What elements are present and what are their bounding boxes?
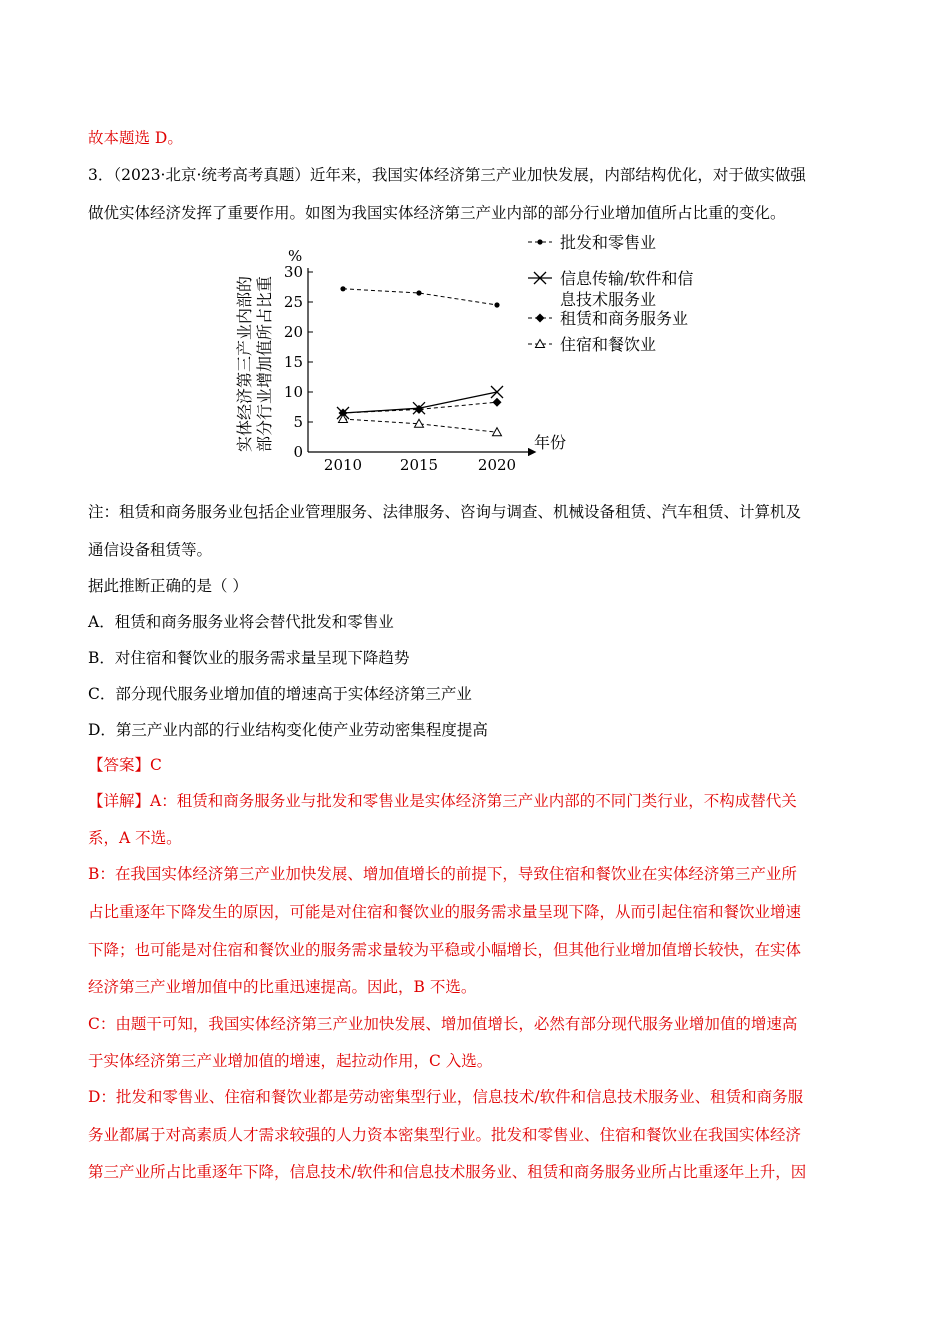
- explanation-line-9: D：批发和零售业、住宿和餐饮业都是劳动密集型行业，信息技术/软件和信息技术服务业、租赁和商务服: [88, 1088, 804, 1106]
- explanation-line-6: 经济第三产业增加值中的比重迅速提高。因此，B 不选。: [88, 978, 477, 996]
- explanation-line-3: B：在我国实体经济第三产业加快发展、增加值增长的前提下，导致住宿和餐饮业在实体经济第三产业所: [88, 865, 797, 883]
- x-ticks: [324, 456, 516, 474]
- question-prompt: 据此推断正确的是（ ）: [88, 577, 248, 595]
- explanation-line-4: 占比重逐年下降发生的原因，可能是对住宿和餐饮业的服务需求量呈现下降，从而引起住宿和餐饮业增速: [88, 903, 802, 921]
- industry-share-chart: [232, 228, 732, 478]
- question-stem-line-2: 做优实体经济发挥了重要作用。如图为我国实体经济第三产业内部的部分行业增加值所占比重的变化。: [88, 204, 786, 222]
- question-stem-line-1: 3．（2023·北京·统考高考真题）近年来，我国实体经济第三产业加快发展，内部结构优化，对于做实做强: [88, 166, 806, 184]
- legend: [528, 233, 693, 354]
- explanation-line-1: [88, 791, 797, 811]
- chart-note-line-1: 注：租赁和商务服务业包括企业管理服务、法律服务、咨询与调查、机械设备租赁、汽车租赁、计算机及: [88, 503, 802, 521]
- data-point-3-2: [493, 428, 502, 436]
- option-c: C．部分现代服务业增加值的增速高于实体经济第三产业: [88, 685, 472, 703]
- legend-label-2: 租赁和商务服务业: [560, 309, 689, 328]
- explanation-label: 【详解】: [88, 792, 151, 810]
- x-tick-label: 2015: [399, 456, 439, 474]
- explanation-line-7: C：由题干可知，我国实体经济第三产业加快发展、增加值增长，必然有部分现代服务业增加值的增速高: [88, 1015, 798, 1033]
- legend-marker-2: [536, 314, 545, 323]
- data-point-2-2: [493, 398, 502, 407]
- data-point-1-2: [491, 386, 503, 398]
- answer-value: C: [150, 756, 162, 774]
- option-b: B．对住宿和餐饮业的服务需求量呈现下降趋势: [88, 649, 410, 667]
- y-tick-label: 5: [293, 413, 303, 431]
- data-point-2-1: [415, 405, 424, 414]
- y-tick-label: 25: [283, 293, 303, 311]
- y-tick-label: 20: [283, 323, 303, 341]
- y-tick-label: 0: [293, 443, 303, 461]
- explanation-line-5: 下降；也可能是对住宿和餐饮业的服务需求量较为平稳或小幅增长，但其他行业增加值增长较快，在实体: [88, 941, 802, 959]
- data-point-0-0: [340, 286, 345, 291]
- x-axis-label: 年份: [534, 433, 567, 452]
- x-tick-label: 2010: [323, 456, 363, 474]
- option-a: A．租赁和商务服务业将会替代批发和零售业: [88, 613, 394, 631]
- data-point-0-1: [416, 290, 421, 295]
- legend-label-0: 批发和零售业: [560, 233, 657, 252]
- data-point-0-2: [494, 302, 499, 307]
- legend-label-3: 住宿和餐饮业: [560, 335, 657, 354]
- y-ticks: [284, 263, 313, 461]
- y-tick-label: 10: [283, 383, 303, 401]
- option-d: D．第三产业内部的行业结构变化使产业劳动密集程度提高: [88, 721, 488, 739]
- y-axis-label-col2: 部分行业增加值所占比重: [255, 275, 274, 452]
- y-tick-label: 15: [283, 353, 303, 371]
- explanation-line-2: 系，A 不选。: [88, 829, 182, 847]
- series-layer: [337, 286, 503, 436]
- legend-label-1: 信息传输/软件和信: [560, 269, 694, 288]
- explanation-line-8: 于实体经济第三产业增加值的增速，起拉动作用，C 入选。: [88, 1052, 493, 1070]
- chart-svg: [232, 228, 732, 478]
- y-axis-label-col1: 实体经济第三产业内部的: [235, 275, 254, 452]
- x-tick-label: 2020: [477, 456, 517, 474]
- answer-label: 【答案】: [88, 756, 151, 774]
- previous-conclusion: 故本题选 D。: [88, 129, 183, 147]
- chart-note-line-2: 通信设备租赁等。: [88, 541, 213, 559]
- explanation-line-11: 第三产业所占比重逐年下降，信息技术/软件和信息技术服务业、租赁和商务服务业所占比重逐年上升，因: [88, 1163, 807, 1181]
- explanation-line-10: 务业都属于对高素质人才需求较强的人力资本密集型行业。批发和零售业、住宿和餐饮业在我国实体经济: [88, 1126, 802, 1144]
- explanation-text: A：租赁和商务服务业与批发和零售业是实体经济第三产业内部的不同门类行业，不构成替代关: [150, 792, 797, 810]
- answer-line: [88, 755, 162, 775]
- legend-marker-0: [537, 239, 542, 244]
- legend-label-1: 息技术服务业: [560, 290, 657, 309]
- y-axis-unit: %: [288, 247, 303, 265]
- y-tick-label: 30: [283, 263, 303, 281]
